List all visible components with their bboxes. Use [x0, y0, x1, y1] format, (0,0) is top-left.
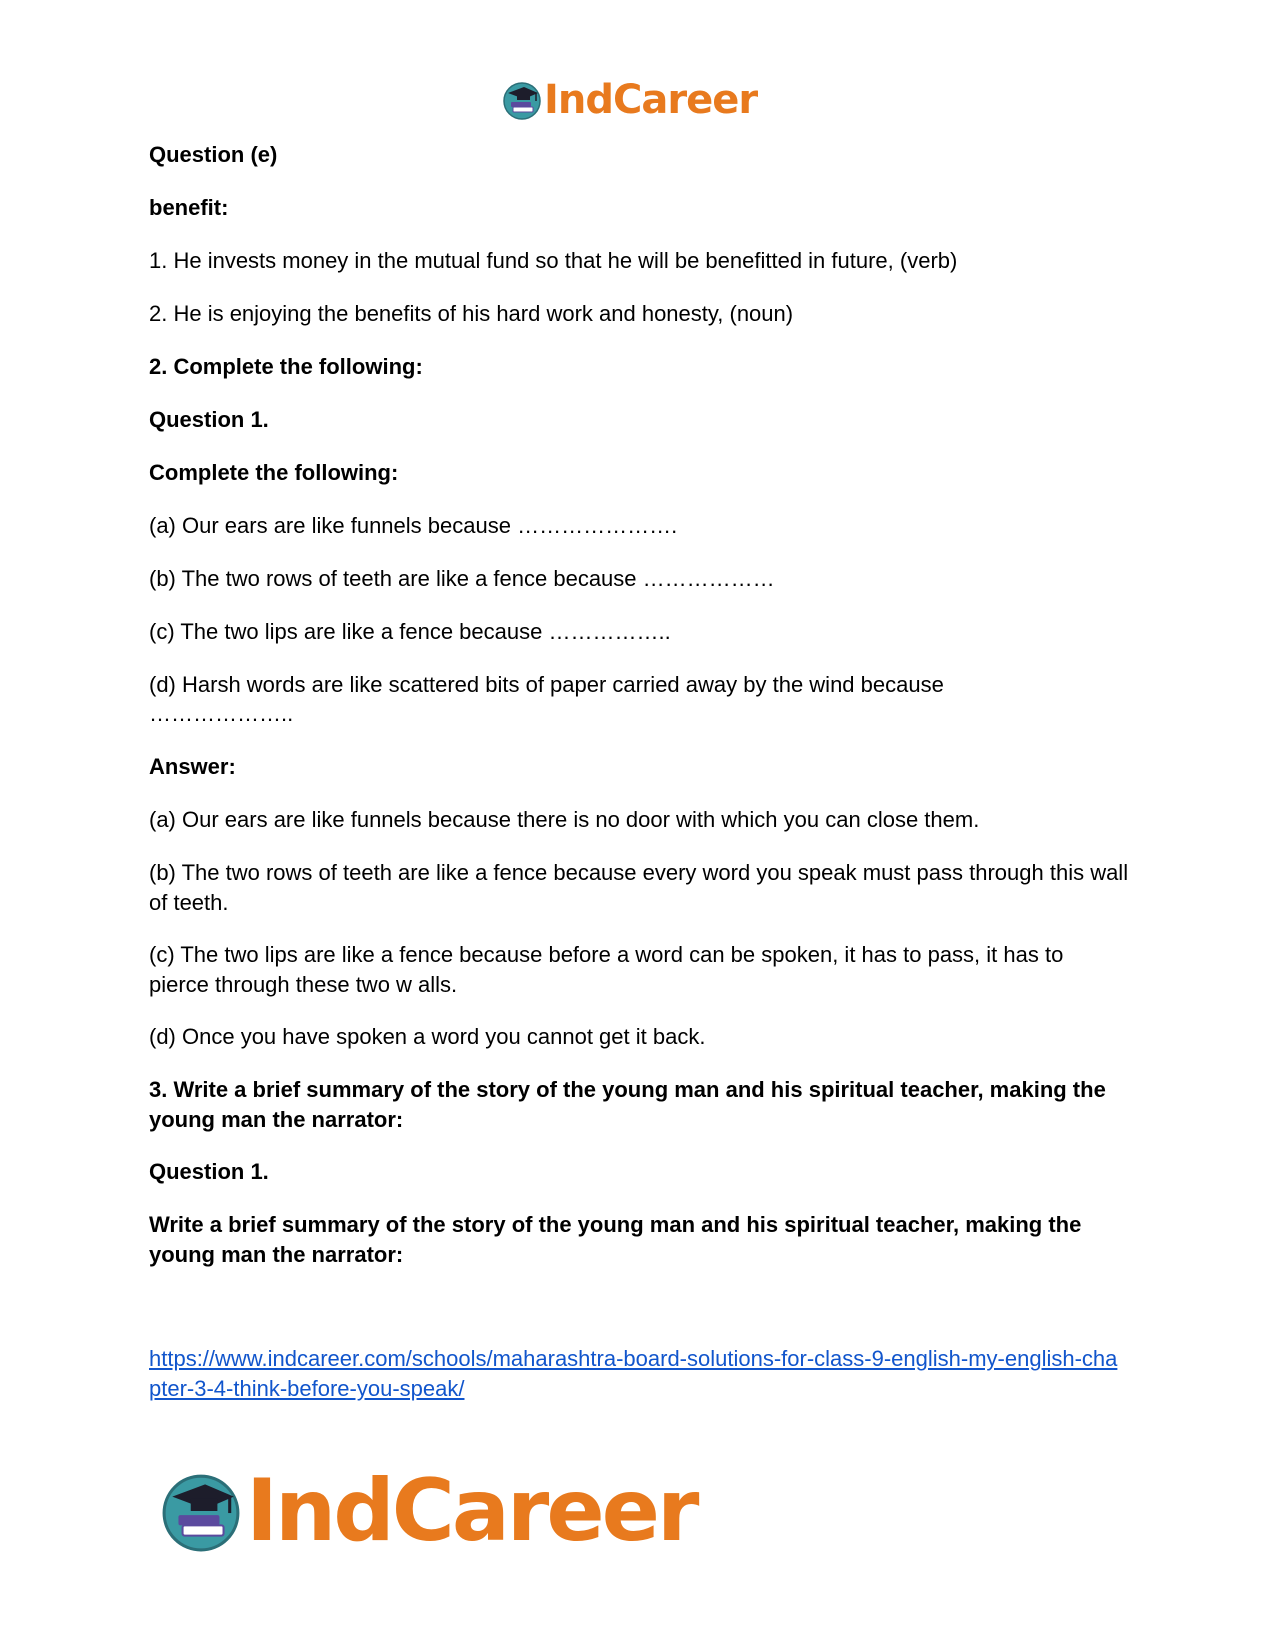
benefit-example-1: 1. He invests money in the mutual fund so that he will be benefitted in future, (verb): [149, 248, 958, 273]
question-1-instruction: Complete the following:: [149, 460, 399, 485]
footer-logo: [160, 1461, 697, 1561]
answer-a: (a) Our ears are like funnels because there is no door with which you can close them.: [149, 807, 980, 832]
graduation-cap-books-icon: [160, 1470, 242, 1552]
header-logo-text: IndCareer: [544, 77, 758, 123]
question-1-label-2: Question 1.: [149, 1159, 269, 1184]
section-2-heading: 2. Complete the following:: [149, 354, 423, 379]
header-logo: [502, 77, 758, 123]
prompt-d-line-2: ………………..: [149, 701, 294, 726]
benefit-heading: benefit:: [149, 195, 229, 220]
graduation-cap-books-icon: [502, 80, 542, 120]
section-3-heading: 3. Write a brief summary of the story of the young man and his spiritual teacher, making the young man the narrator:: [149, 1077, 1106, 1132]
summary-instruction: Write a brief summary of the story of the young man and his spiritual teacher, making the young man the narrator:: [149, 1212, 1082, 1267]
prompt-c: (c) The two lips are like a fence because ……………..: [149, 619, 671, 644]
answer-b: (b) The two rows of teeth are like a fence because every word you speak must pass through this wall of teeth.: [149, 860, 1129, 915]
prompt-b: (b) The two rows of teeth are like a fence because ………………: [149, 566, 775, 591]
benefit-example-2: 2. He is enjoying the benefits of his hard work and honesty, (noun): [149, 301, 794, 326]
answer-c: (c) The two lips are like a fence because before a word can be spoken, it has to pass, it has to pierce through these two w alls.: [149, 942, 1064, 997]
prompt-d-line-1: (d) Harsh words are like scattered bits of paper carried away by the wind because: [149, 672, 944, 697]
answer-d: (d) Once you have spoken a word you cannot get it back.: [149, 1024, 706, 1049]
prompt-a: (a) Our ears are like funnels because ………………….: [149, 513, 678, 538]
question-e-heading: Question (e): [149, 142, 278, 167]
source-url-link[interactable]: https://www.indcareer.com/schools/maharashtra-board-solutions-for-class-9-english-my-english-chapter-3-4-think-before-you-speak/: [149, 1346, 1118, 1401]
question-1-label: Question 1.: [149, 407, 269, 432]
answer-label: Answer:: [149, 754, 236, 779]
footer-logo-text: IndCareer: [246, 1461, 697, 1561]
